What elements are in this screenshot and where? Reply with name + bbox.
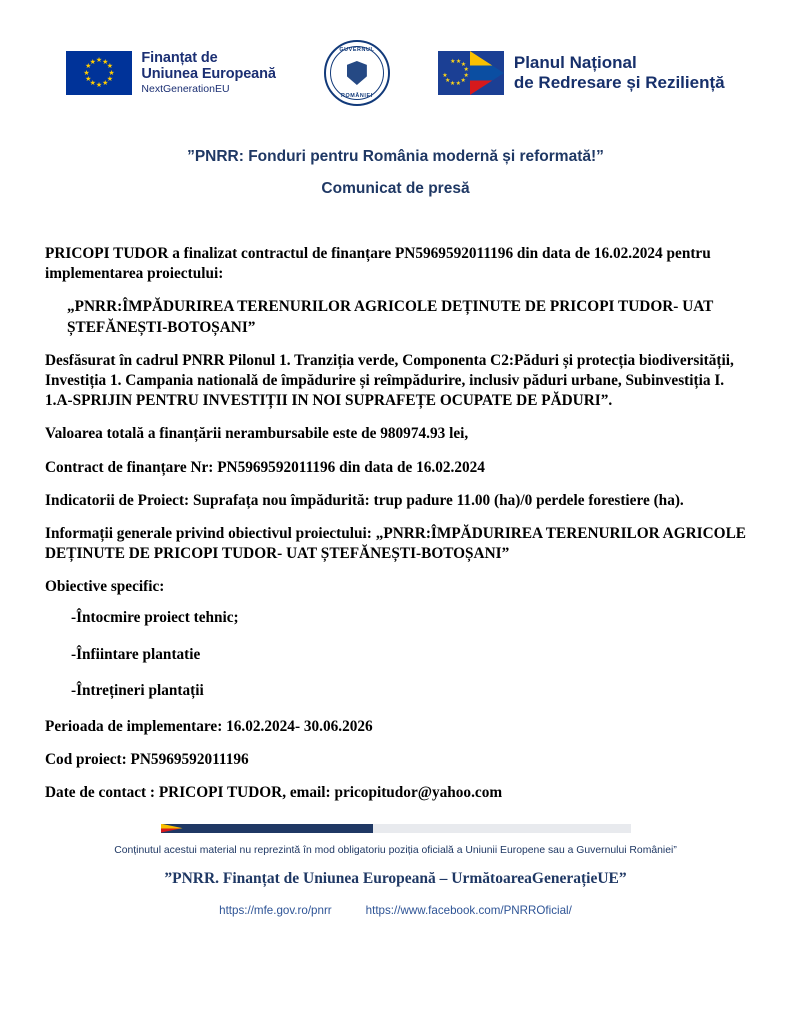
eu-star-icon: ★ — [102, 79, 109, 88]
footer-divider — [45, 824, 746, 833]
list-item: -Întocmire proiect tehnic; — [71, 609, 239, 627]
romania-government-seal-icon — [324, 40, 390, 106]
progress-fill — [161, 824, 373, 833]
objectives-list — [45, 608, 746, 701]
link-mfe[interactable]: https://mfe.gov.ro/pnrr — [219, 903, 332, 917]
seal-top-text: GUVERNUL — [339, 47, 375, 53]
eu-funding-logo — [66, 50, 275, 96]
pnrr-star-icon: ★ — [463, 72, 469, 79]
eu-star-icon: ★ — [85, 74, 92, 83]
paragraph-indicators: Indicatorii de Proiect: Suprafața nou împădurită: trup padure 11.00 (ha)/0 perdele forestiere (ha). — [45, 491, 684, 509]
eu-flag-icon — [66, 51, 132, 95]
page-title: ”PNRR: Fonduri pentru România modernă și reformată!” — [187, 148, 604, 165]
pnrr-star-icon: ★ — [460, 62, 467, 69]
footer-disclaimer: Conținutul acestui material nu reprezintă în mod obligatoriu poziția oficială a Uniunii Europene sau a Guvernului României” — [114, 844, 677, 856]
pnrr-arrow-shape — [470, 51, 504, 95]
paragraph-project-code: Cod proiect: PN5969592011196 — [45, 751, 249, 769]
document-footer — [45, 824, 746, 917]
paragraph-project-name: „PNRR:ÎMPĂDURIREA TERENURILOR AGRICOLE DEȚINUTE DE PRICOPI TUDOR- UAT ȘTEFĂNEȘTI-BOTOȘANI” — [67, 298, 714, 336]
seal-bottom-text: ROMÂNIEI — [340, 93, 373, 99]
eu-star-icon: ★ — [108, 68, 115, 77]
pnrr-star-icon: ★ — [442, 72, 448, 79]
logo-bar — [45, 0, 746, 112]
eu-star-icon: ★ — [106, 62, 113, 71]
paragraph-general-info: Informații generale privind obiectivul proiectului: „PNRR:ÎMPĂDURIREA TERENURILOR AGRICOLE DEȚINUTE DE PRICOPI TUDOR- UAT ȘTEFĂNEȘTI-BOTOȘANI” — [45, 524, 746, 563]
eu-star-icon: ★ — [102, 57, 109, 66]
paragraph-total-value: Valoarea totală a finanțării nerambursabile este de 980974.93 lei, — [45, 425, 469, 443]
eu-logo-line1: Finanțat de — [141, 49, 218, 66]
eu-star-icon: ★ — [95, 56, 103, 64]
list-item: -Întrețineri plantații — [71, 681, 204, 699]
footer-links — [45, 904, 746, 917]
pnrr-logo-text — [514, 53, 725, 92]
pnrr-logo — [438, 51, 725, 95]
eu-logo-line2: Uniunea Europeană — [141, 66, 276, 83]
pnrr-arrow-icon — [438, 51, 504, 95]
paragraph-intro: PRICOPI TUDOR a finalizat contractul de finanțare PN5969592011196 din data de 16.02.2024 pentru implementarea proiectului: — [45, 245, 711, 283]
paragraph-contact: Date de contact : PRICOPI TUDOR, email: pricopitudor@yahoo.com — [45, 784, 503, 802]
pnrr-star-icon: ★ — [463, 67, 469, 74]
eu-logo-line3: NextGenerationEU — [141, 83, 230, 96]
pnrr-star-icon: ★ — [445, 77, 451, 84]
pnrr-logo-line1: Planul Național — [513, 53, 637, 73]
eu-star-icon: ★ — [95, 81, 103, 89]
pnrr-star-icon: ★ — [455, 80, 461, 87]
eu-star-icon: ★ — [85, 62, 92, 71]
paragraph-contract: Contract de finanțare Nr: PN5969592011196 din data de 16.02.2024 — [45, 458, 485, 476]
link-facebook[interactable]: https://www.facebook.com/PNRROficial/ — [365, 903, 572, 917]
pnrr-star-icon: ★ — [460, 77, 466, 84]
pnrr-logo-line2: de Redresare și Reziliență — [513, 73, 725, 92]
pnrr-stars — [442, 57, 472, 89]
objectives-label: Obiective specific: — [45, 578, 165, 596]
eu-star-icon: ★ — [89, 57, 96, 66]
pnrr-star-icon: ★ — [450, 59, 456, 66]
paragraph-period: Perioada de implementare: 16.02.2024- 30.06.2026 — [45, 718, 373, 735]
eu-star-icon: ★ — [83, 68, 90, 77]
document-body — [45, 244, 746, 804]
eu-logo-text — [141, 50, 275, 96]
paragraph-framework: Desfăsurat în cadrul PNRR Pilonul 1. Tranziția verde, Componenta C2:Păduri și protecția biodiversității, Investiția 1. Campania nationalǎ de împădurire și reîmpădurire, inclusiv păduri urbane, Subinvestiția I. 1.A-SPRIJIN PENTRU INVESTIȚII IN NOI SUPRAFEȚE OCUPATE DE PĂDURI”. — [45, 351, 734, 410]
pnrr-star-icon: ★ — [455, 59, 462, 66]
eu-star-icon: ★ — [106, 74, 113, 83]
eu-star-icon: ★ — [89, 79, 96, 88]
pnrr-star-icon: ★ — [449, 80, 456, 87]
footer-tagline: ”PNRR. Finanțat de Uniunea Europeană – UrmătoareaGenerațieUE” — [164, 869, 627, 887]
list-item: -Înfiintare plantatie — [71, 645, 201, 663]
page-subtitle: Comunicat de presă — [321, 180, 470, 197]
progress-bar — [161, 824, 631, 833]
